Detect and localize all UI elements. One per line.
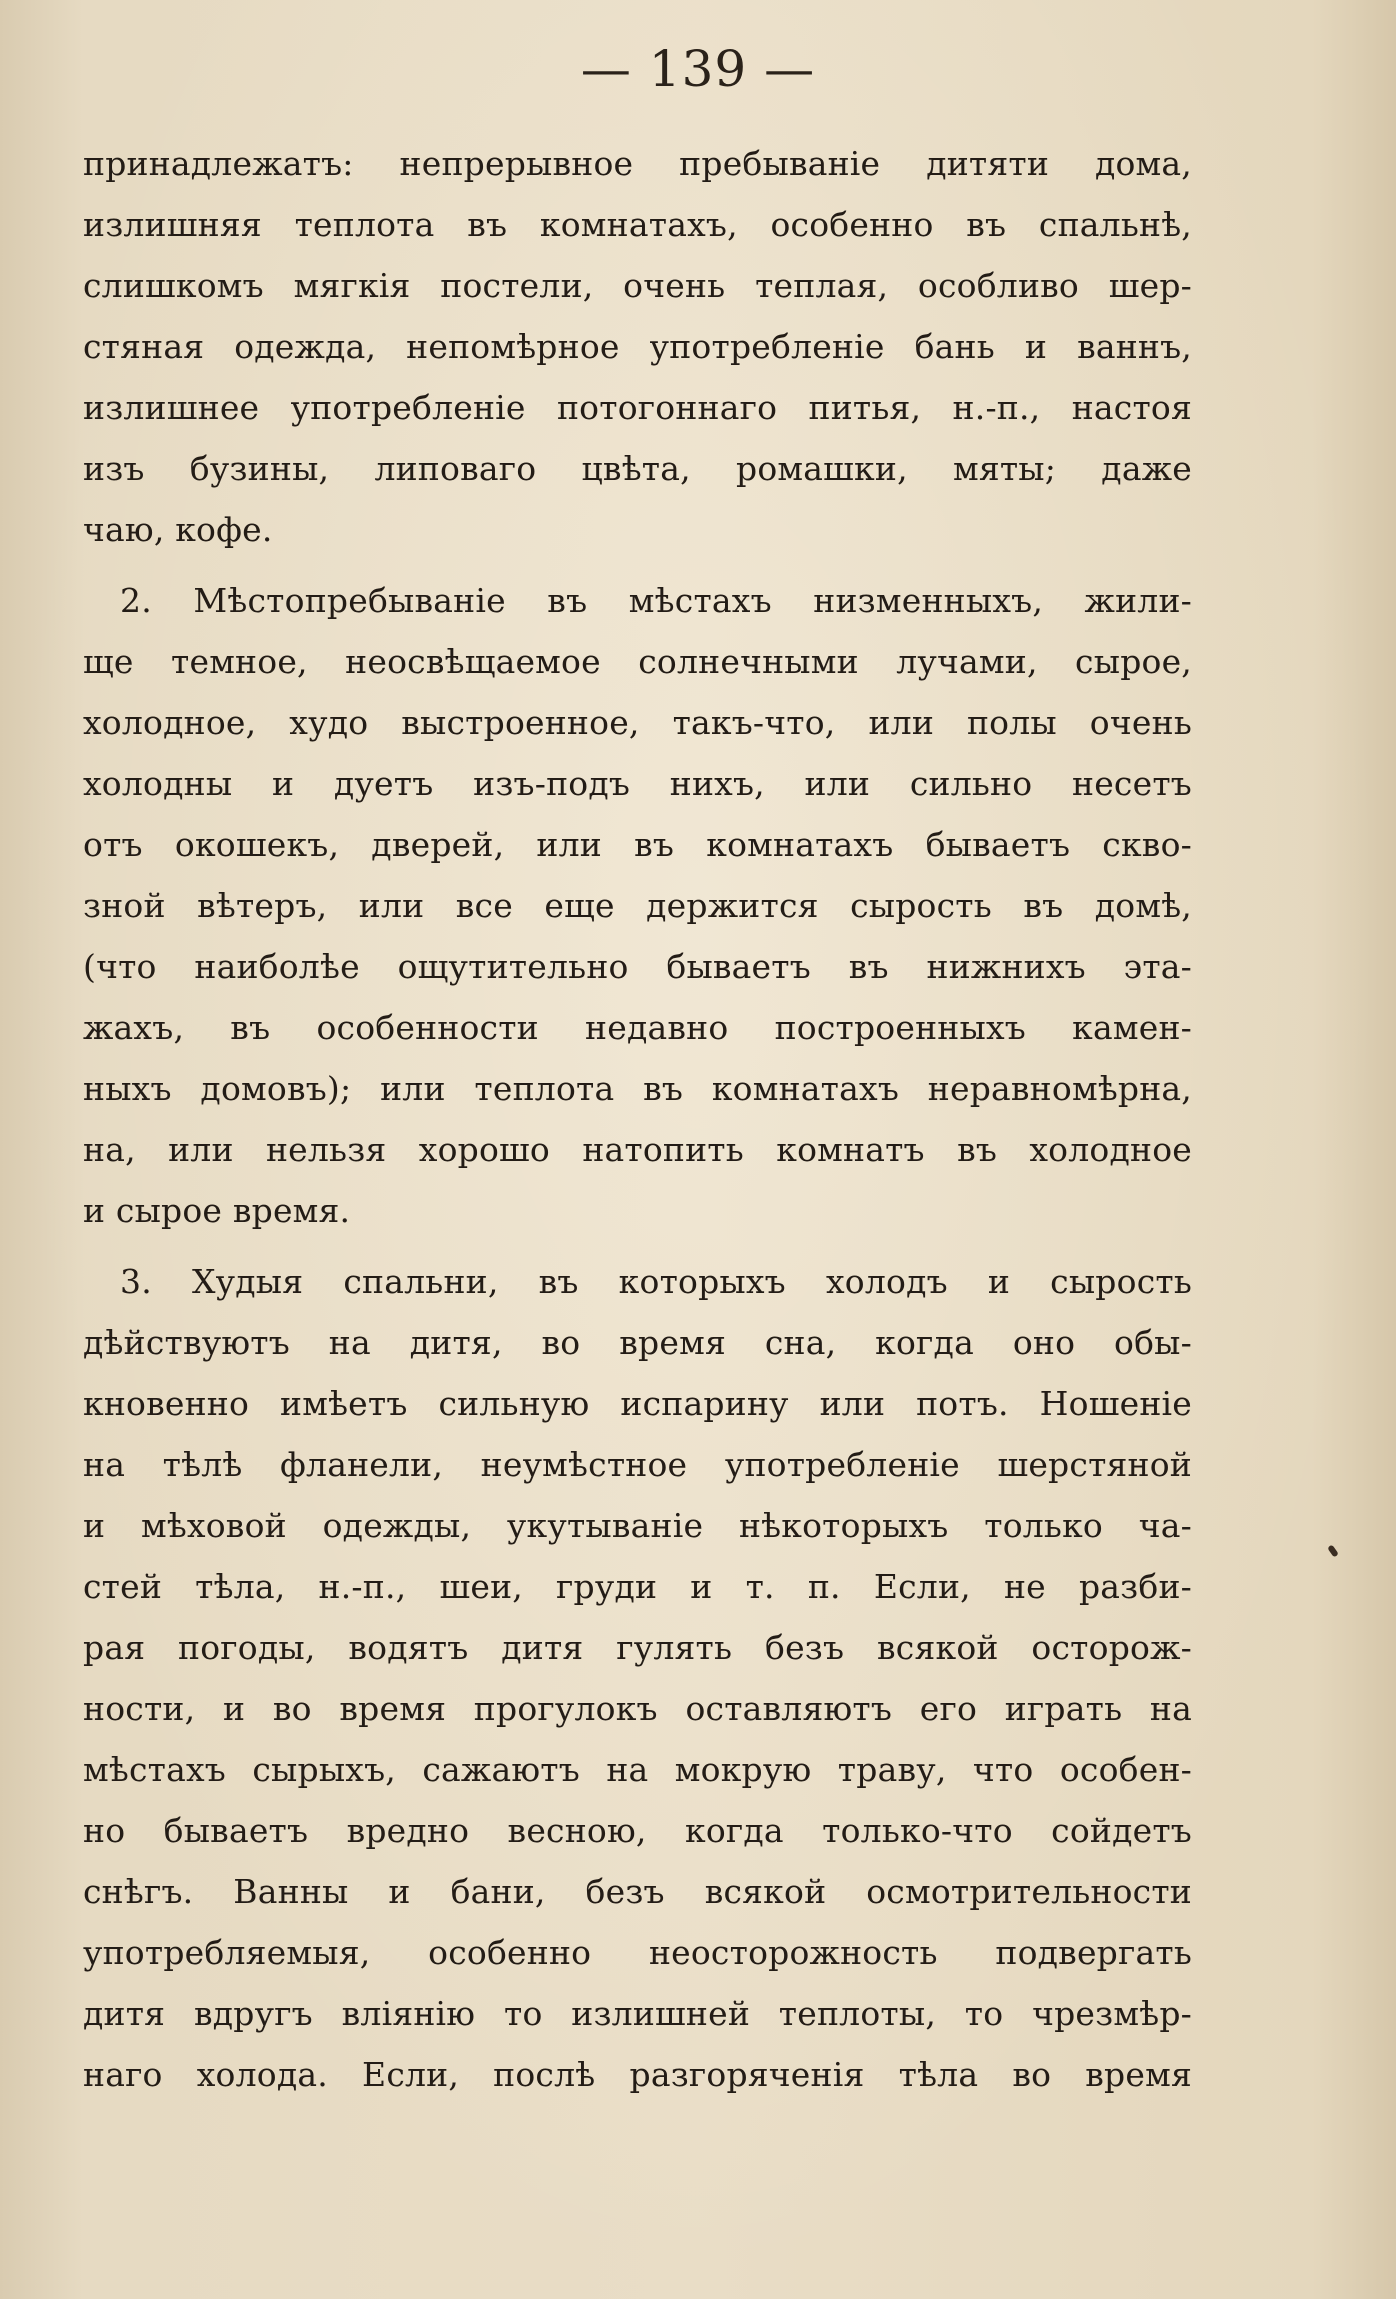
text-line: употребляемыя, особенно неосторожность подвергать [83, 1933, 1192, 1972]
text-line: холодное, худо выстроенное, такъ-что, или полы очень [83, 703, 1192, 742]
text-line: рая погоды, водятъ дитя гулять безъ всякой осторож- [83, 1628, 1192, 1667]
page-number: — 139 — [580, 40, 816, 98]
text-line: дитя вдругъ вліянію то излишней теплоты, то чрезмѣр- [83, 1994, 1192, 2033]
text-line: ности, и во время прогулокъ оставляютъ его играть на [83, 1689, 1192, 1728]
text-line: кновенно имѣетъ сильную испарину или потъ. Ношеніе [83, 1384, 1192, 1423]
text-line: излишнее употребленіе потогоннаго питья, н.-п., настоя [83, 388, 1192, 427]
text-line: 2. Мѣстопребываніе въ мѣстахъ низменныхъ, жили- [120, 581, 1192, 620]
text-line: и сырое время. [83, 1191, 351, 1230]
text-line: дѣйствуютъ на дитя, во время сна, когда оно обы- [83, 1323, 1192, 1362]
text-line: но бываетъ вредно весною, когда только-что сойдетъ [83, 1811, 1192, 1850]
text-line: отъ окошекъ, дверей, или въ комнатахъ бываетъ скво- [83, 825, 1192, 864]
text-line: мѣстахъ сырыхъ, сажаютъ на мокрую траву, что особен- [83, 1750, 1192, 1789]
text-line: стяная одежда, непомѣрное употребленіе бань и ваннъ, [83, 327, 1192, 366]
text-line: слишкомъ мягкія постели, очень теплая, особливо шер- [83, 266, 1192, 305]
text-line: принадлежатъ: непрерывное пребываніе дитяти дома, [83, 144, 1192, 183]
text-line: 3. Худыя спальни, въ которыхъ холодъ и сырость [120, 1262, 1192, 1301]
text-line: ныхъ домовъ); или теплота въ комнатахъ неравномѣрна, [83, 1069, 1192, 1108]
text-line: на, или нельзя хорошо натопить комнатъ въ холодное [83, 1130, 1192, 1169]
text-line: на тѣлѣ фланели, неумѣстное употребленіе шерстяной [83, 1445, 1192, 1484]
text-line: холодны и дуетъ изъ-подъ нихъ, или сильно несетъ [83, 764, 1192, 803]
text-line: (что наиболѣе ощутительно бываетъ въ нижнихъ эта- [83, 947, 1192, 986]
text-line: и мѣховой одежды, укутываніе нѣкоторыхъ только ча- [83, 1506, 1192, 1545]
text-line: стей тѣла, н.-п., шеи, груди и т. п. Если, не разби- [83, 1567, 1192, 1606]
text-line: зной вѣтеръ, или все еще держится сырость въ домѣ, [83, 886, 1192, 925]
text-line: изъ бузины, липоваго цвѣта, ромашки, мяты; даже [83, 449, 1192, 488]
text-line: излишняя теплота въ комнатахъ, особенно въ спальнѣ, [83, 205, 1192, 244]
text-line: чаю, кофе. [83, 510, 273, 549]
text-line: наго холода. Если, послѣ разгоряченія тѣла во время [83, 2055, 1192, 2094]
text-line: снѣгъ. Ванны и бани, безъ всякой осмотрительности [83, 1872, 1192, 1911]
text-line: ще темное, неосвѣщаемое солнечными лучами, сырое, [83, 642, 1192, 681]
text-line: жахъ, въ особенности недавно построенныхъ камен- [83, 1008, 1192, 1047]
ink-speck [1327, 1544, 1339, 1557]
